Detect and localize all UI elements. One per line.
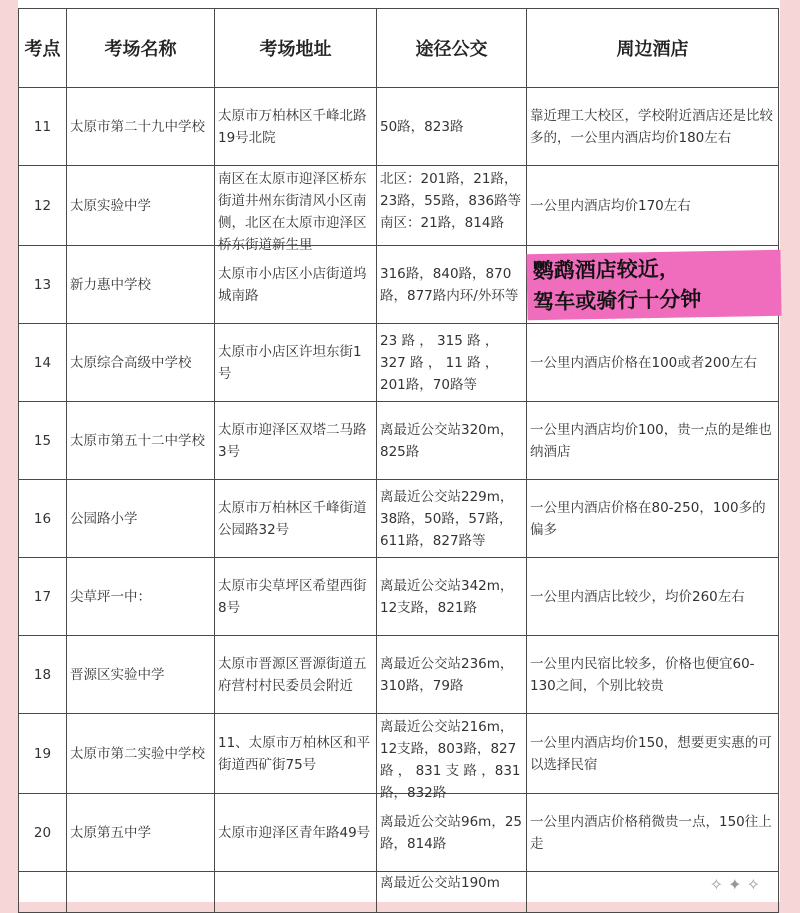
table-row [19, 872, 779, 913]
cell-site-no: 14 [19, 324, 67, 402]
table-row [19, 402, 779, 480]
cell-site-address: 11、太原市万柏林区和平街道西矿街75号 [215, 714, 377, 794]
cell-nearby-hotels: 一公里内酒店价格稍微贵一点，150往上走 [527, 794, 779, 872]
cell-site-name: 新力惠中学校 [67, 246, 215, 324]
cell-site-name [67, 872, 215, 913]
exam-site-table [18, 8, 779, 913]
cell-site-name: 晋源区实验中学 [67, 636, 215, 714]
cell-site-name: 公园路小学 [67, 480, 215, 558]
cell-nearby-hotels: 一公里内酒店均价100，贵一点的是维也纳酒店 [527, 402, 779, 480]
table-row [19, 636, 779, 714]
table-row [19, 480, 779, 558]
note-line-1: 鹦鹉酒店较近， [532, 256, 680, 284]
cell-bus-routes-text: 离最近公交站216m，12支路，803路，827路 ， 831 支 路 ，831路，832路 [380, 719, 521, 801]
cell-nearby-hotels: 一公里内酒店价格在100或者200左右 [527, 324, 779, 402]
cell-site-address: 太原市万柏林区千峰北路19号北院 [215, 88, 377, 166]
table-row [19, 166, 779, 246]
cell-site-no: 17 [19, 558, 67, 636]
header-row [19, 9, 779, 88]
cell-site-address [215, 872, 377, 913]
cell-site-name: 太原实验中学 [67, 166, 215, 246]
cell-site-address: 太原市尖草坪区希望西街8号 [215, 558, 377, 636]
cell-site-address: 太原市晋源区晋源街道五府营村村民委员会附近 [215, 636, 377, 714]
cell-site-address: 太原市小店区许坦东街1号 [215, 324, 377, 402]
cell-nearby-hotels: 一公里内民宿比较多，价格也便宜60-130之间，个别比较贵 [527, 636, 779, 714]
cell-site-no [19, 872, 67, 913]
cell-bus-routes [377, 714, 527, 801]
cell-bus-routes: 离最近公交站236m，310路，79路 [377, 636, 527, 714]
cell-site-address [215, 166, 377, 253]
cell-bus-routes: 离最近公交站229m，38路，50路，57路，611路，827路等 [377, 480, 527, 558]
table-row [19, 88, 779, 166]
cell-site-no: 20 [19, 794, 67, 872]
header-site-name: 考场名称 [67, 9, 215, 88]
cell-nearby-hotels: 一公里内酒店比较少，均价260左右 [527, 558, 779, 636]
cell-site-no: 18 [19, 636, 67, 714]
cell-bus-routes: 离最近公交站190m [377, 872, 527, 913]
cell-bus-routes: 离最近公交站320m，825路 [377, 402, 527, 480]
cell-site-no: 13 [19, 246, 67, 324]
cell-site-address-text: 南区在太原市迎泽区桥东街道井州东街清风小区南侧，北区在太原市迎泽区桥东街道新生里 [218, 171, 367, 253]
table-row [19, 794, 779, 872]
cell-site-name: 太原第五中学 [67, 794, 215, 872]
cell-bus-routes: 离最近公交站342m，12支路，821路 [377, 558, 527, 636]
table-row [19, 324, 779, 402]
table-row [19, 558, 779, 636]
cell-site-no: 11 [19, 88, 67, 166]
cell-site-no: 12 [19, 166, 67, 246]
cell-site-address: 太原市万柏林区千峰街道公园路32号 [215, 480, 377, 558]
cell-bus-routes [377, 166, 527, 246]
cell-bus-routes-text: 北区：201路，21路，23路，55路，836路等 南区：21路，814路 [380, 171, 522, 231]
cell-site-name: 尖草坪一中： [67, 558, 215, 636]
header-site-no: 考点 [19, 9, 67, 88]
cell-bus-routes: 离最近公交站96m，25路，814路 [377, 794, 527, 872]
cell-site-address: 太原市小店区小店街道坞城南路 [215, 246, 377, 324]
cell-site-address: 太原市迎泽区青年路49号 [215, 794, 377, 872]
cell-site-name: 太原市第五十二中学校 [67, 402, 215, 480]
cell-site-name: 太原市第二实验中学校 [67, 714, 215, 794]
hotel-note-sticker [526, 250, 781, 320]
cell-site-no: 19 [19, 714, 67, 794]
cell-site-address: 太原市迎泽区双塔二马路3号 [215, 402, 377, 480]
sparkle-decoration-icon: ✧ ✦ ✧ [709, 875, 760, 894]
cell-nearby-hotels: 一公里内酒店均价150，想要更实惠的可以选择民宿 [527, 714, 779, 794]
cell-site-no: 16 [19, 480, 67, 558]
spreadsheet [18, 0, 780, 902]
cell-bus-routes: 50路，823路 [377, 88, 527, 166]
cell-bus-routes: 316路，840路，870路，877路内环/外环等 [377, 246, 527, 324]
header-bus-routes: 途径公交 [377, 9, 527, 88]
header-nearby-hotels: 周边酒店 [527, 9, 779, 88]
cell-nearby-hotels: 一公里内酒店价格在80-250，100多的偏多 [527, 480, 779, 558]
header-site-address: 考场地址 [215, 9, 377, 88]
table-row [19, 714, 779, 794]
cell-nearby-hotels: 一公里内酒店均价170左右 [527, 166, 779, 246]
cell-site-no: 15 [19, 402, 67, 480]
cell-site-name: 太原市第二十九中学校 [67, 88, 215, 166]
note-line-2: 驾车或骑行十分钟 [533, 287, 702, 315]
cell-site-name: 太原综合高级中学校 [67, 324, 215, 402]
cell-bus-routes: 23 路 ， 315 路 ，327 路 ， 11 路 ，201路，70路等 [377, 324, 527, 402]
cell-nearby-hotels: 靠近理工大校区，学校附近酒店还是比较多的，一公里内酒店均价180左右 [527, 88, 779, 166]
